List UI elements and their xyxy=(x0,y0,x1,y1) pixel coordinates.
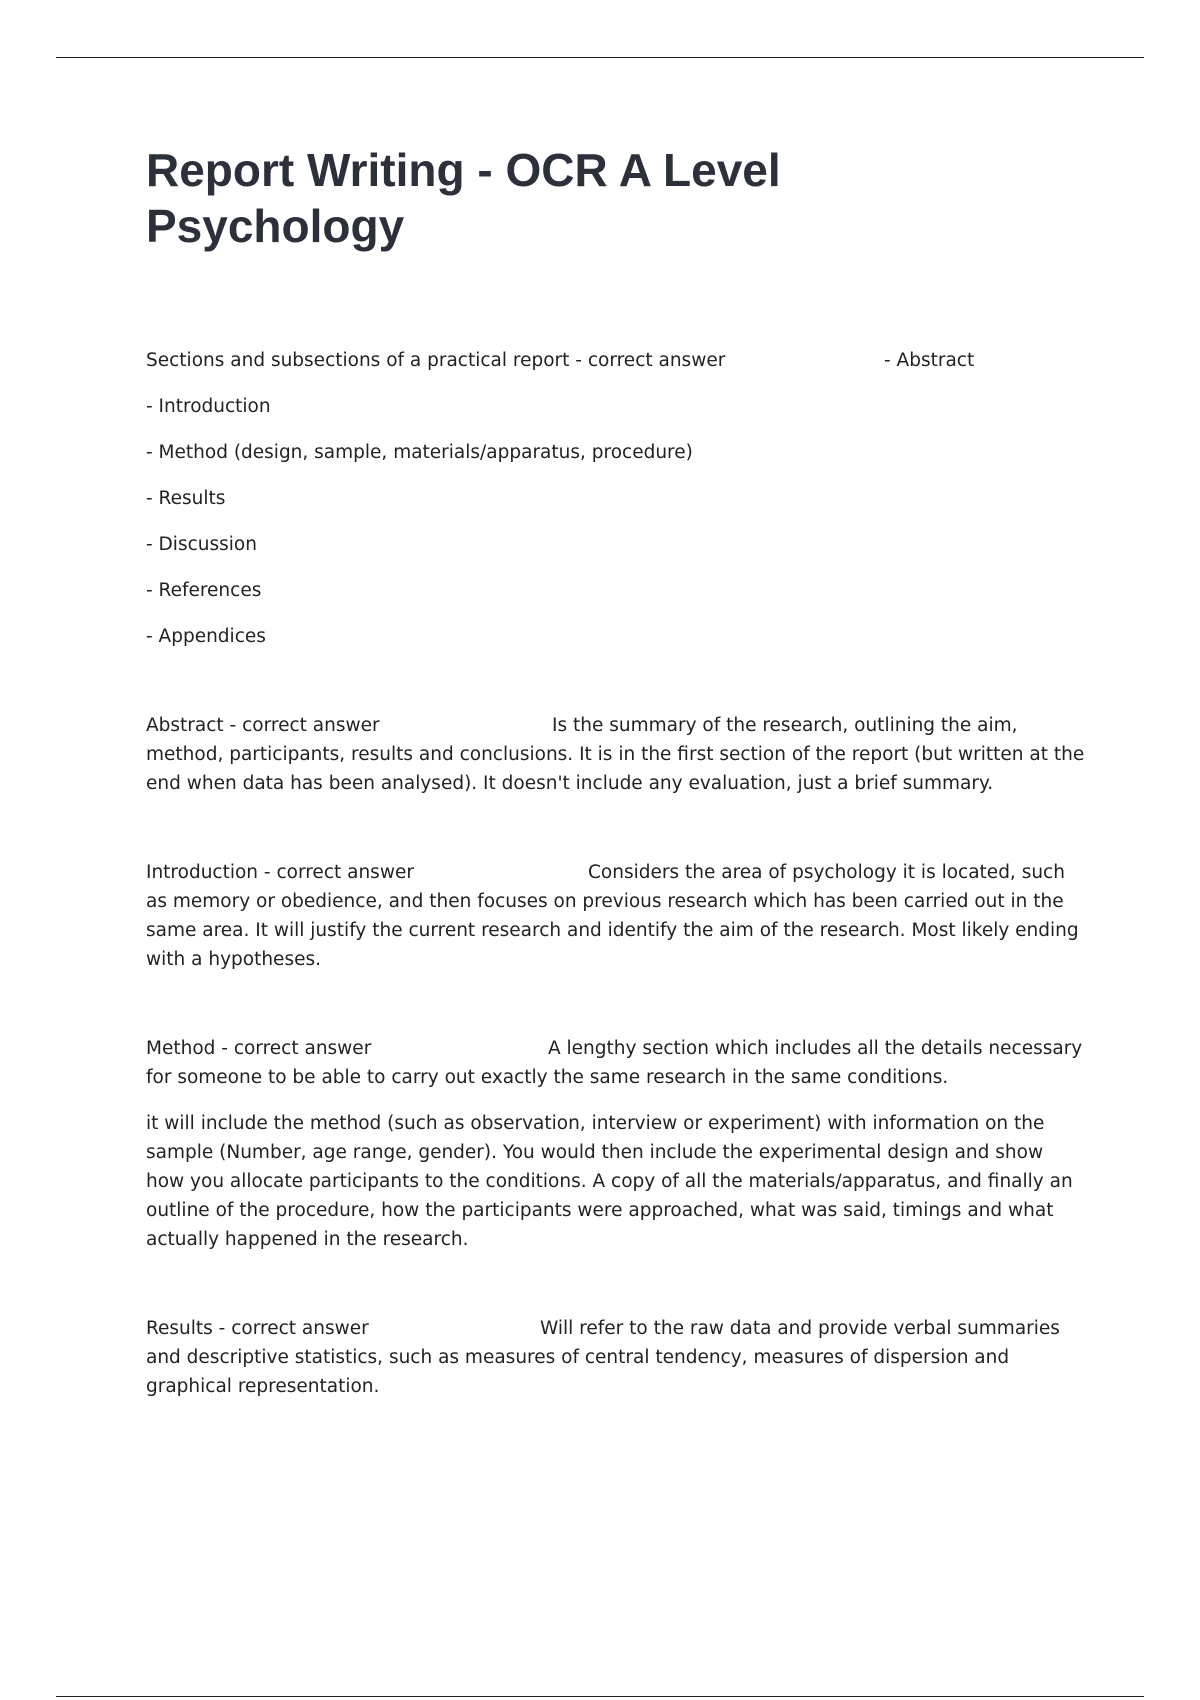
card-introduction-text xyxy=(146,858,1086,974)
document-body xyxy=(146,346,1086,1401)
card-method-text xyxy=(146,1034,1086,1092)
list-item: - Appendices xyxy=(146,626,266,647)
card-introduction xyxy=(146,858,1086,974)
card-sections-first-line xyxy=(146,346,1086,375)
answer-method-continuation: it will include the method (such as observation, interview or experiment) with information on the sample (Number, age range, gender). You would then include the experimental design and show how you allocate participants to the conditions. A copy of all the materials/apparatus, and finally an outline of the procedure, how the participants were approached, what was said, timings and what actually happened in the research. xyxy=(146,1113,1073,1250)
title-line-1: Report Writing - OCR A Level xyxy=(146,144,781,196)
card-method xyxy=(146,1034,1086,1254)
answer-abstract: Is the summary of the research, outlining the aim, method, participants, results and conclusions. It is in the first section of the report (but written at the end when data has been analysed). It doesn't include any evaluation, just a brief summary. xyxy=(146,715,1085,794)
list-item: - Discussion xyxy=(146,534,257,555)
card-results-text xyxy=(146,1314,1086,1401)
answer-sections-first: - Abstract xyxy=(884,350,975,371)
list-item: - Results xyxy=(146,488,226,509)
list-item: - Method (design, sample, materials/apparatus, procedure) xyxy=(146,442,693,463)
list-item: - References xyxy=(146,580,262,601)
answer-results: Will refer to the raw data and provide verbal summaries and descriptive statistics, such as measures of central tendency, measures of dispersion and graphical representation. xyxy=(146,1318,1060,1397)
question-sections: Sections and subsections of a practical report - correct answer xyxy=(146,350,726,371)
card-results xyxy=(146,1314,1086,1401)
card-abstract-text xyxy=(146,711,1086,798)
question-introduction: Introduction - correct answer xyxy=(146,862,414,883)
card-abstract xyxy=(146,711,1086,798)
question-abstract: Abstract - correct answer xyxy=(146,715,380,736)
question-method: Method - correct answer xyxy=(146,1038,372,1059)
answer-method: A lengthy section which includes all the details necessary for someone to be able to carry out exactly the same research in the same conditions. xyxy=(146,1038,1083,1088)
answer-introduction: Considers the area of psychology it is located, such as memory or obedience, and then focuses on previous research which has been carried out in the same area. It will justify the current research and identify the aim of the research. Most likely ending with a hypotheses. xyxy=(146,862,1079,970)
question-results: Results - correct answer xyxy=(146,1318,369,1339)
page-title xyxy=(146,142,1046,254)
header-rule xyxy=(56,57,1144,58)
footer-rule xyxy=(56,1696,1144,1697)
card-sections xyxy=(146,346,1086,651)
title-line-2: Psychology xyxy=(146,200,405,252)
list-item: - Introduction xyxy=(146,396,271,417)
